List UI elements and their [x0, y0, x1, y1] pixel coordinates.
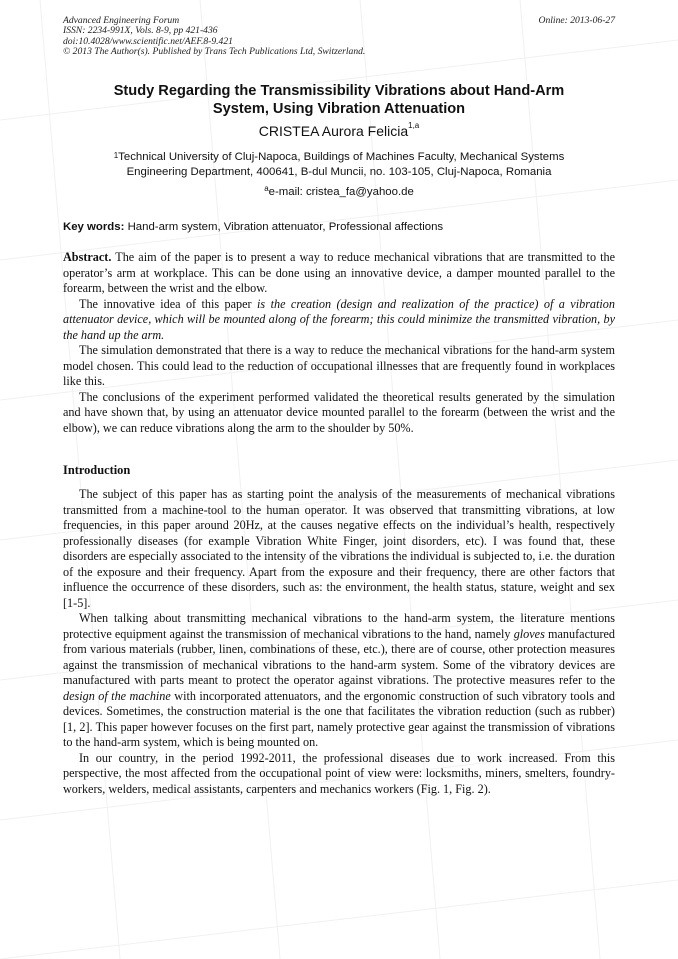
abstract-paragraph-2: The innovative idea of this paper is the creation (design and realization of the practice) of a vibration attenuator device, which will be mounted along of the forearm; this could minimize the transmitted vibration, by the hand up the arm. — [63, 296, 615, 342]
introduction-body — [63, 487, 615, 797]
online-date: Online: 2013-06-27 — [538, 15, 615, 26]
abstract-paragraph-1: Abstract. The aim of the paper is to present a way to reduce mechanical vibrations that are transmitted to the operator’s arm at workplace. This can be done using an innovative device, a damper mounted parallel to the forearm, between the wrist and the elbow. — [63, 250, 615, 295]
affiliation-line-2: Engineering Department, 400641, B-dul Muncii, no. 103-105, Cluj-Napoca, Romania — [126, 166, 552, 178]
author — [63, 123, 615, 139]
journal-header — [63, 16, 615, 58]
email-text[interactable]: e-mail: cristea_fa@yahoo.de — [268, 186, 414, 198]
abstract-label: Abstract. — [63, 250, 112, 264]
doi-line[interactable]: doi:10.4028/www.scientific.net/AEF.8-9.421 — [63, 35, 233, 47]
abstract-paragraph-3: The simulation demonstrated that there is a way to reduce the mechanical vibrations for the hand-arm system model chosen. This could lead to the reduction of occupational illnesses that are frequently found in workplaces like this. — [63, 343, 615, 388]
abstract — [63, 250, 615, 436]
keywords-text: Hand-arm system, Vibration attenuator, Professional affections — [127, 221, 444, 233]
abstract-paragraph-4: The conclusions of the experiment performed validated the theoretical results generated by the simulation and have shown that, by using an attenuator device mounted parallel to the forearm (between the wrist and the elbow), we can reduce vibrations along the arm to the shoulder by 50%. — [63, 389, 615, 435]
intro-paragraph-3: In our country, in the period 1992-2011, the professional diseases due to work increased. From this perspective, the most affected from the occupational point of view were: locksmiths, miners, smelters, foundry-workers, welders, medical assistants, carpenters and mechanics workers (Fig. 1, Fig. 2). — [63, 750, 615, 796]
intro-paragraph-1: The subject of this paper has as starting point the analysis of the measurements of mechanical vibrations transmitted from a machine-tool to the human operator. It was observed that transmitting vibrations, at low frequencies, in this paper around 20Hz, at the causes negative effects on the individual’s health, respectively professionally diseases (for example Vibration White Finger, joint disorders, etc). I was found that, these disorders are especially associated to the intensity of the vibrations the individual is subjected to, i.e. the duration of the exposure and their frequency. Apart from the exposure and their frequency, there are other factors that influence the occurrence of these disorders, such as: the environment, the health status, stature, weight and sex [1-5]. — [63, 487, 615, 610]
affiliation-superscript: 1 — [113, 151, 119, 160]
keywords-label: Key words: — [63, 221, 125, 233]
journal-name: Advanced Engineering Forum — [63, 15, 180, 26]
intro-paragraph-2: When talking about transmitting mechanical vibrations to the hand-arm system, the literature mentions protective equipment against the transmission of mechanical vibrations to the hand, namely gloves manufactured from various materials (rubber, linen, combinations of these, etc.), there are of course, other protection measures against the transmission of mechanical vibrations to the hand-arm system. Some of the vibratory devices are manufactured with parts meant to protect the operator against vibrations. The protective measures refer to the design of the machine with incorporated attenuators, and the ergonomic construction of such vibratory tools and devices. Sometimes, the construction material is the one that facilitates the vibration reduction (such as rubber) [1, 2]. This paper however focuses on the first part, namely protective gear against the transmission of vibrations to the hand-arm system, which is being mounted on. — [63, 611, 616, 749]
title-line-2: System, Using Vibration Attenuation — [212, 101, 466, 117]
email — [63, 186, 615, 198]
issn-line: ISSN: 2234-991X, Vols. 8-9, pp 421-436 — [63, 25, 218, 37]
title-line-1: Study Regarding the Transmissibility Vibrations about Hand-Arm — [113, 83, 565, 99]
keywords — [63, 221, 615, 233]
affiliation — [63, 150, 615, 180]
affiliation-line-1: Technical University of Cluj-Napoca, Buildings of Machines Faculty, Mechanical Systems — [118, 151, 565, 163]
copyright-line: © 2013 The Author(s). Published by Trans Tech Publications Ltd, Switzerland. — [63, 46, 366, 58]
author-name: CRISTEA Aurora Felicia — [258, 123, 409, 139]
author-superscript: 1,a — [408, 121, 420, 130]
introduction-heading: Introduction — [63, 463, 131, 477]
paper-title — [63, 82, 615, 118]
email-superscript: a — [264, 184, 269, 193]
